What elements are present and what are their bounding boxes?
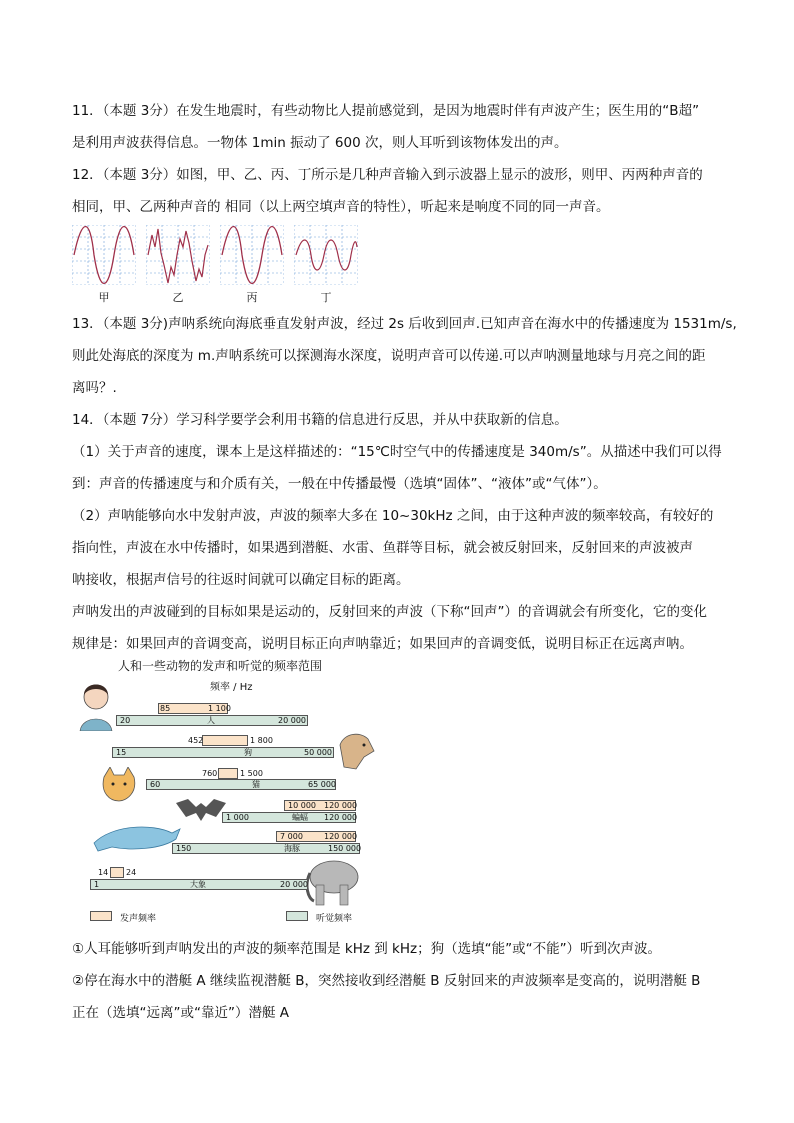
bar-elephant-voice bbox=[110, 867, 124, 878]
dog-voice-min: 452 bbox=[188, 736, 204, 745]
chart-title: 人和一些动物的发声和听觉的频率范围 bbox=[118, 659, 323, 673]
dog-voice-max: 1 800 bbox=[250, 736, 273, 745]
waveform-ding bbox=[294, 225, 358, 285]
q13-line3: 离吗？. bbox=[72, 380, 117, 396]
q14-line2: （1）关于声音的速度，课本上是这样描述的：“15℃时空气中的传播速度是 340m/s”。从描述中我们可以得 bbox=[72, 444, 722, 460]
q11-line2: 是利用声波获得信息。一物体 1min 振动了 600 次，则人耳听到该物体发出的声。 bbox=[72, 135, 568, 151]
q14-line1: 14．（本题 7分）学习科学要学会利用书籍的信息进行反思，并从中获取新的信息。 bbox=[72, 412, 568, 428]
human-illustration bbox=[76, 679, 116, 731]
q12-line1: 12．（本题 3分）如图，甲、乙、丙、丁所示是几种声音输入到示波器上显示的波形，则甲、丙两种声音的 bbox=[72, 167, 703, 183]
q14-sub1: ①人耳能够听到声呐发出的声波的频率范围是 kHz 到 kHz；狗（选填“能”或“不能”）听到次声波。 bbox=[72, 941, 662, 957]
dog-hear-max: 50 000 bbox=[304, 748, 332, 757]
dolphin-voice-max: 120 000 bbox=[324, 832, 358, 841]
q14-line4: （2）声呐能够向水中发射声波，声波的频率大多在 10~30kHz 之间，由于这种声波的频率较高，有较好的 bbox=[72, 508, 714, 524]
cat-hear-max: 65 000 bbox=[308, 780, 336, 789]
frequency-range-chart bbox=[72, 655, 382, 930]
q11-line1: 11．（本题 3分）在发生地震时，有些动物比人提前感觉到，是因为地震时伴有声波产生；医生用的“B超” bbox=[72, 103, 700, 119]
wave-label-bing: 丙 bbox=[246, 291, 258, 304]
dolphin-name: 海豚 bbox=[284, 844, 300, 853]
bar-dog-hearing bbox=[112, 747, 334, 758]
waveform-figure bbox=[72, 225, 362, 305]
human-hear-max: 20 000 bbox=[278, 716, 306, 725]
wave-label-jia: 甲 bbox=[98, 291, 110, 304]
q14-sub2-line1: ②停在海水中的潜艇 A 继续监视潜艇 B，突然接收到经潜艇 B 反射回来的声波频率是变高的，说明潜艇 B bbox=[72, 973, 701, 989]
human-voice-min: 85 bbox=[160, 704, 171, 713]
cat-hear-min: 60 bbox=[150, 780, 161, 789]
bat-voice-min: 10 000 bbox=[288, 801, 316, 810]
q14-sub2-line2: 正在（选填“远离”或“靠近”）潜艇 A bbox=[72, 1005, 290, 1021]
q12-line2: 相同，甲、乙两种声音的 相同（以上两空填声音的特性），听起来是响度不同的同一声音。 bbox=[72, 199, 610, 215]
q13-line2: 则此处海底的深度为 m.声呐系统可以探测海水深度，说明声音可以传递.可以声呐测量地球与月亮之间的距 bbox=[72, 348, 706, 364]
dog-name: 狗 bbox=[244, 748, 252, 757]
q14-line5: 指向性，声波在水中传播时，如果遇到潜艇、水雷、鱼群等目标，就会被反射回来，反射回来的声波被声 bbox=[72, 540, 693, 556]
bar-dog-voice bbox=[202, 735, 248, 746]
legend-voice-swatch bbox=[90, 911, 112, 921]
dolphin-illustration bbox=[92, 821, 182, 855]
cat-voice-max: 1 500 bbox=[240, 769, 263, 778]
legend-voice-label: 发声频率 bbox=[120, 914, 157, 924]
cat-voice-min: 760 bbox=[202, 769, 218, 778]
cat-name: 猫 bbox=[252, 780, 260, 789]
q14-line7: 声呐发出的声波碰到的目标如果是运动的，反射回来的声波（下称“回声”）的音调就会有所变化，它的变化 bbox=[72, 604, 707, 620]
bat-hear-max: 120 000 bbox=[324, 813, 358, 822]
chart-unit: 频率 / Hz bbox=[210, 682, 253, 693]
waveform-bing bbox=[220, 225, 284, 285]
dolphin-voice-min: 7 000 bbox=[280, 832, 303, 841]
bat-illustration bbox=[176, 795, 226, 823]
human-name: 人 bbox=[207, 716, 215, 725]
elephant-name: 大象 bbox=[190, 880, 206, 889]
legend-hearing-swatch bbox=[286, 911, 308, 921]
human-voice-max: 1 100 bbox=[208, 704, 231, 713]
dog-illustration bbox=[334, 727, 376, 771]
q13-line1: 13．（本题 3分)声呐系统向海底垂直发射声波，经过 2s 后收到回声.已知声音在海水中的传播速度为 1531m/s, bbox=[72, 316, 737, 332]
bat-name: 蝙蝠 bbox=[292, 813, 308, 822]
elephant-hear-max: 20 000 bbox=[280, 880, 308, 889]
waveform-jia bbox=[72, 225, 136, 285]
bat-voice-max: 120 000 bbox=[324, 801, 358, 810]
elephant-illustration bbox=[306, 855, 362, 907]
wave-label-ding: 丁 bbox=[320, 291, 332, 304]
wave-label-yi: 乙 bbox=[172, 291, 184, 304]
q14-line3: 到：声音的传播速度与和介质有关，一般在中传播最慢（选填“固体”、“液体”或“气体”）。 bbox=[72, 476, 607, 492]
cat-illustration bbox=[100, 767, 138, 803]
q14-line6: 呐接收，根据声信号的往返时间就可以确定目标的距离。 bbox=[72, 572, 410, 588]
elephant-voice-max: 24 bbox=[126, 868, 137, 877]
legend-hearing-label: 听觉频率 bbox=[316, 914, 353, 924]
dolphin-hear-max: 150 000 bbox=[328, 844, 362, 853]
bat-hear-min: 1 000 bbox=[226, 813, 249, 822]
elephant-hear-min: 1 bbox=[94, 880, 100, 889]
human-hear-min: 20 bbox=[120, 716, 131, 725]
elephant-voice-min: 14 bbox=[98, 868, 109, 877]
dog-hear-min: 15 bbox=[116, 748, 127, 757]
bar-cat-voice bbox=[218, 768, 238, 779]
dolphin-hear-min: 150 bbox=[176, 844, 192, 853]
q14-line8: 规律是：如果回声的音调变高，说明目标正向声呐靠近；如果回声的音调变低，说明目标正在远离声呐。 bbox=[72, 636, 693, 652]
waveform-yi bbox=[146, 225, 210, 285]
